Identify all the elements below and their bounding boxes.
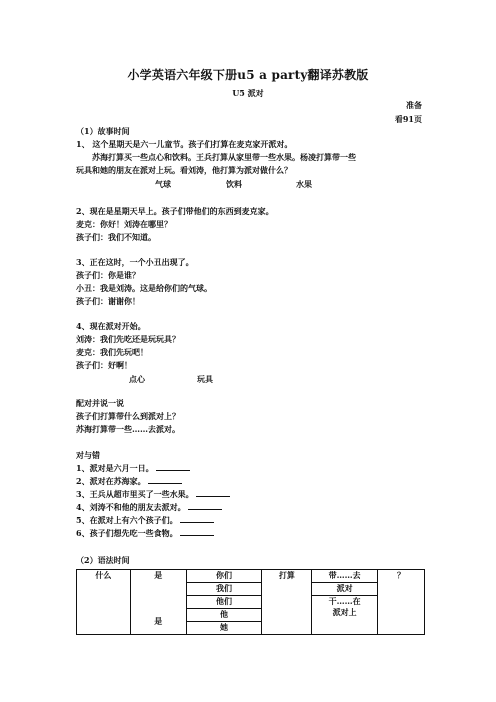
story-p3-line1: 3、正在这时，一个小丑出现了。 — [76, 257, 194, 267]
section-story-time: （1）故事时间 — [76, 126, 130, 136]
story-p2-line3: 孩子们：我们不知道。 — [76, 232, 156, 242]
grammar-he: 他 — [186, 609, 262, 622]
tf-item: 5、在派对上有六个孩子们。 — [76, 515, 214, 525]
answer-blank[interactable] — [148, 476, 182, 484]
tf-item: 1、派对是六月一日。 — [76, 463, 190, 473]
tf-item: 4、刘涛不和他的朋友去派对。 — [76, 502, 222, 512]
grammar-we: 我们 — [186, 583, 262, 596]
story-p2-line2: 麦克：你好！刘涛在哪里？ — [76, 219, 172, 229]
answer-blank[interactable] — [180, 528, 214, 536]
grammar-you: 你们 — [186, 570, 262, 583]
page-reference: 看91页 — [394, 114, 422, 124]
tf-item: 6、孩子们想先吃一些食物。 — [76, 528, 214, 538]
grammar-she: 她 — [186, 622, 262, 635]
story-p3-line4: 孩子们：谢谢你！ — [76, 296, 140, 306]
story-p1-line2: 苏海打算买一些点心和饮料。王兵打算从家里带一些水果。杨凌打算带一些 — [92, 152, 356, 162]
story-p2-line1: 2、现在是星期天早上。孩子们带他们的东西到麦克家。 — [76, 206, 274, 216]
answer-blank[interactable] — [196, 489, 230, 497]
prep-label: 准备 — [406, 100, 422, 110]
answer-blank[interactable] — [156, 463, 190, 471]
grammar-bring: 带……去 — [312, 570, 378, 583]
document-subtitle: U5 派对 — [232, 88, 264, 98]
word-drinks: 饮料 — [226, 179, 242, 189]
grammar-is: 是 — [130, 570, 186, 609]
tf-item: 3、王兵从超市里买了一些水果。 — [76, 489, 230, 499]
story-p4-line1: 4、现在派对开始。 — [76, 321, 146, 331]
true-false-heading: 对与错 — [76, 450, 100, 460]
story-p4-line3: 麦克：我们先玩吧！ — [76, 347, 148, 357]
story-p3-line2: 孩子们：你是谁？ — [76, 270, 140, 280]
story-p4-line2: 刘涛：我们先吃还是玩玩具？ — [76, 334, 180, 344]
story-p4-line4: 孩子们：好啊！ — [76, 360, 132, 370]
word-balloon: 气球 — [155, 179, 171, 189]
grammar-is-2: 是 — [130, 609, 186, 635]
grammar-question-mark: ？ — [378, 570, 425, 635]
word-fruit: 水果 — [296, 179, 312, 189]
document-title: 小学英语六年级下册u5 a party翻译苏教版 — [127, 68, 369, 82]
story-p3-line3: 小丑：我是刘涛。这是给你们的气球。 — [76, 283, 212, 293]
word-snacks: 点心 — [129, 374, 145, 384]
story-p1-line1: 1、 这个星期天是六一儿童节。孩子们打算在麦克家开派对。 — [76, 139, 293, 149]
match-heading: 配对并说一说 — [76, 398, 124, 408]
section-grammar-time: （2）语法时间 — [76, 555, 130, 565]
word-toys: 玩具 — [197, 374, 213, 384]
match-sentence: 苏海打算带一些……去派对。 — [76, 424, 180, 434]
answer-blank[interactable] — [180, 515, 214, 523]
grammar-what: 什么 — [77, 570, 131, 609]
tf-item: 2、派对在苏海家。 — [76, 476, 182, 486]
grammar-plan: 打算 — [262, 570, 312, 635]
grammar-party: 派对 — [312, 583, 378, 596]
grammar-they: 他们 — [186, 596, 262, 609]
grammar-table — [76, 569, 425, 635]
story-p1-line3: 玩具和她的朋友在派对上玩。看刘涛，他打算为派对做什么？ — [76, 165, 292, 175]
match-question: 孩子们打算带什么到派对上？ — [76, 411, 180, 421]
answer-blank[interactable] — [188, 502, 222, 510]
grammar-do: 干……在 派对上 — [312, 596, 378, 635]
